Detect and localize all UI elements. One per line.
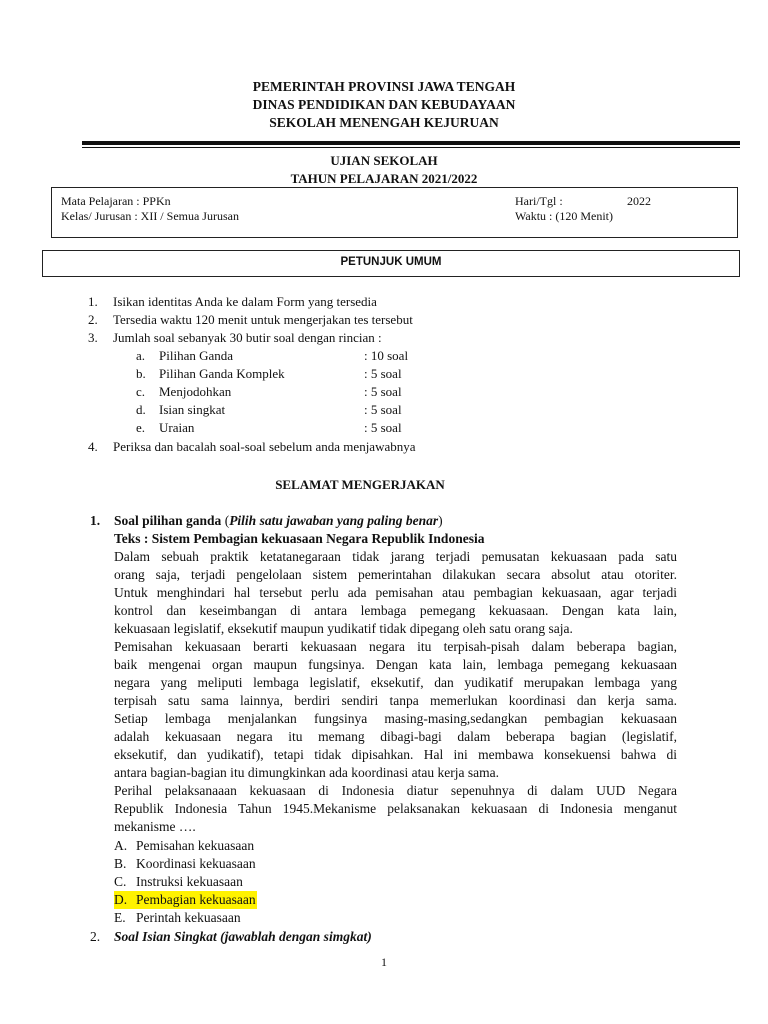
- date-label: Hari/Tgl :: [515, 194, 563, 208]
- question-type-count: : 5 soal: [364, 366, 402, 381]
- question-type-count: : 5 soal: [364, 402, 402, 417]
- question-type-letter: b.: [136, 366, 146, 381]
- passage-line: kontrol dan keseimbangan di antara lembaga pemegang kekuasaan. Dengan kata lain,: [114, 603, 677, 618]
- date-field: [515, 194, 651, 209]
- option-letter: C.: [114, 874, 127, 889]
- instruction-number: 3.: [88, 330, 98, 345]
- paren-close: ): [438, 513, 443, 528]
- reading-passage: [114, 548, 677, 836]
- question-type-label: Pilihan Ganda Komplek: [159, 366, 285, 381]
- option-letter: A.: [114, 838, 128, 853]
- passage-line: Untuk menghindari hal tersebut perlu ada pemisahan atau pembagian kekuasaan, agar terjadi: [114, 585, 677, 600]
- header-school: SEKOLAH MENENGAH KEJURUAN: [269, 115, 499, 130]
- option-text: Pemisahan kekuasaan: [136, 838, 255, 853]
- passage-line: negara yang meliputi lembaga legislatif, eksekutif, dan yudikatif merupakan lembaga yang: [114, 675, 677, 690]
- option-letter: B.: [114, 856, 127, 871]
- question-1-heading: [90, 512, 443, 530]
- time-field: Waktu : (120 Menit): [515, 209, 614, 223]
- passage-line: baik mengenai organ maupun fungsinya. Dengan kata lain, lembaga pemegang kekuasaan: [114, 657, 677, 672]
- instruction-item: [88, 438, 416, 456]
- instruction-text: Isikan identitas Anda ke dalam Form yang tersedia: [113, 294, 377, 309]
- passage-line: adalah kekuasaan negara itu memang dibagi-bagi dalam beberapa bagian (legislatif,: [114, 729, 677, 744]
- instruction-text: Tersedia waktu 120 menit untuk mengerjakan tes tersebut: [113, 312, 413, 327]
- passage-line: terpisah satu sama lainnya, berdiri sendiri tanpa memerlukan koordinasi dan kerja sama.: [114, 693, 677, 708]
- instruction-number: 1.: [88, 294, 98, 309]
- question-type-item: [136, 401, 402, 419]
- instruction-text: Periksa dan bacalah soal-soal sebelum anda menjawabnya: [113, 439, 416, 454]
- instruction-number: 4.: [88, 439, 98, 454]
- question-section-title: Soal pilihan ganda: [114, 513, 222, 528]
- instruction-text: Jumlah soal sebanyak 30 butir soal dengan rincian :: [113, 330, 382, 345]
- question-type-item: [136, 383, 402, 401]
- subject-field: Mata Pelajaran : PPKn: [61, 194, 171, 208]
- instruction-item: [88, 293, 377, 311]
- question-2-heading: [90, 928, 372, 946]
- passage-line: eksekutif, dan yudikatif), tetapi tidak dipisahkan. Hal ini membawa konsekuensi bahwa di: [114, 747, 677, 762]
- question-type-label: Menjodohkan: [159, 384, 232, 399]
- passage-line: Pemisahan kekuasaan berarti kekuasaan negara itu terpisah-pisah dalam beberapa bagian,: [114, 639, 677, 654]
- question-type-item: [136, 347, 408, 365]
- petunjuk-title: PETUNJUK UMUM: [340, 256, 442, 268]
- header-rule-thick: [82, 141, 740, 145]
- header-agency: DINAS PENDIDIKAN DAN KEBUDAYAAN: [252, 97, 516, 112]
- passage-line: Setiap lembaga menjalankan fungsinya masing-masing,sedangkan pembagian kekuasaan: [114, 711, 677, 726]
- question-type-count: : 5 soal: [364, 420, 402, 435]
- passage-line: Republik Indonesia Tahun 1945.Mekanisme pelaksanakan kekuasaan di Indonesia menganut: [114, 801, 677, 816]
- header-government: PEMERINTAH PROVINSI JAWA TENGAH: [252, 79, 516, 94]
- question-number: 1.: [90, 513, 101, 528]
- answer-option-e: [114, 909, 241, 927]
- passage-line: antara bagian-bagian itu dimungkinkan ada koordinasi atau kerja sama.: [114, 765, 499, 780]
- question-type-count: : 10 soal: [364, 348, 409, 363]
- option-text: Instruksi kekuasaan: [136, 874, 243, 889]
- question-type-item: [136, 419, 402, 437]
- passage-line: orang saja, terjadi pengelolaan sistem pemerintahan dilakukan secara absolut atau otoriter.: [114, 567, 677, 582]
- question-section-title: Soal Isian Singkat (jawablah dengan simgkat): [114, 929, 372, 944]
- option-text: Pembagian kekuasaan: [136, 892, 256, 907]
- answer-option-b: [114, 855, 256, 873]
- instruction-item: [88, 311, 413, 329]
- answer-option-c: [114, 873, 243, 891]
- answer-option-a: [114, 837, 254, 855]
- answer-option-d-highlighted: [114, 891, 257, 909]
- selamat-heading: SELAMAT MENGERJAKAN: [275, 477, 445, 492]
- instruction-number: 2.: [88, 312, 98, 327]
- exam-title: UJIAN SEKOLAH: [330, 153, 438, 168]
- paren-open: (: [221, 513, 230, 528]
- question-instruction: Pilih satu jawaban yang paling benar: [229, 513, 439, 528]
- instruction-item: [88, 329, 382, 347]
- question-type-label: Pilihan Ganda: [159, 348, 234, 363]
- question-type-label: Uraian: [159, 420, 195, 435]
- question-type-item: [136, 365, 402, 383]
- option-text: Koordinasi kekuasaan: [136, 856, 256, 871]
- option-text: Perintah kekuasaan: [136, 910, 241, 925]
- passage-line: mekanisme ….: [114, 819, 196, 834]
- question-type-letter: a.: [136, 348, 146, 363]
- question-type-letter: c.: [136, 384, 146, 399]
- petunjuk-umum-box: [42, 250, 740, 277]
- identity-box: [51, 187, 738, 238]
- passage-line: Dalam sebuah praktik ketatanegaraan tidak jarang terjadi pemusatan kekuasaan pada satu: [114, 549, 677, 564]
- date-value: 2022: [627, 194, 651, 208]
- passage-line: Perihal pelaksanaaan kekuasaan di Indonesia diatur sepenuhnya di dalam UUD Negara: [114, 783, 677, 798]
- option-letter: D.: [114, 892, 128, 907]
- header-rule-thin: [82, 147, 740, 148]
- question-number: 2.: [90, 929, 101, 944]
- option-letter: E.: [114, 910, 126, 925]
- page-number: 1: [381, 955, 387, 969]
- question-type-label: Isian singkat: [159, 402, 226, 417]
- question-type-count: : 5 soal: [364, 384, 402, 399]
- passage-line: kekuasaan legislatif, eksekutif maupun yudikatif tidak dipegang oleh satu orang saja.: [114, 621, 573, 636]
- class-field: Kelas/ Jurusan : XII / Semua Jurusan: [61, 209, 239, 223]
- exam-year: TAHUN PELAJARAN 2021/2022: [290, 171, 478, 186]
- question-type-letter: d.: [136, 402, 146, 417]
- reading-text-title: Teks : Sistem Pembagian kekuasaan Negara Republik Indonesia: [114, 531, 485, 546]
- question-type-letter: e.: [136, 420, 146, 435]
